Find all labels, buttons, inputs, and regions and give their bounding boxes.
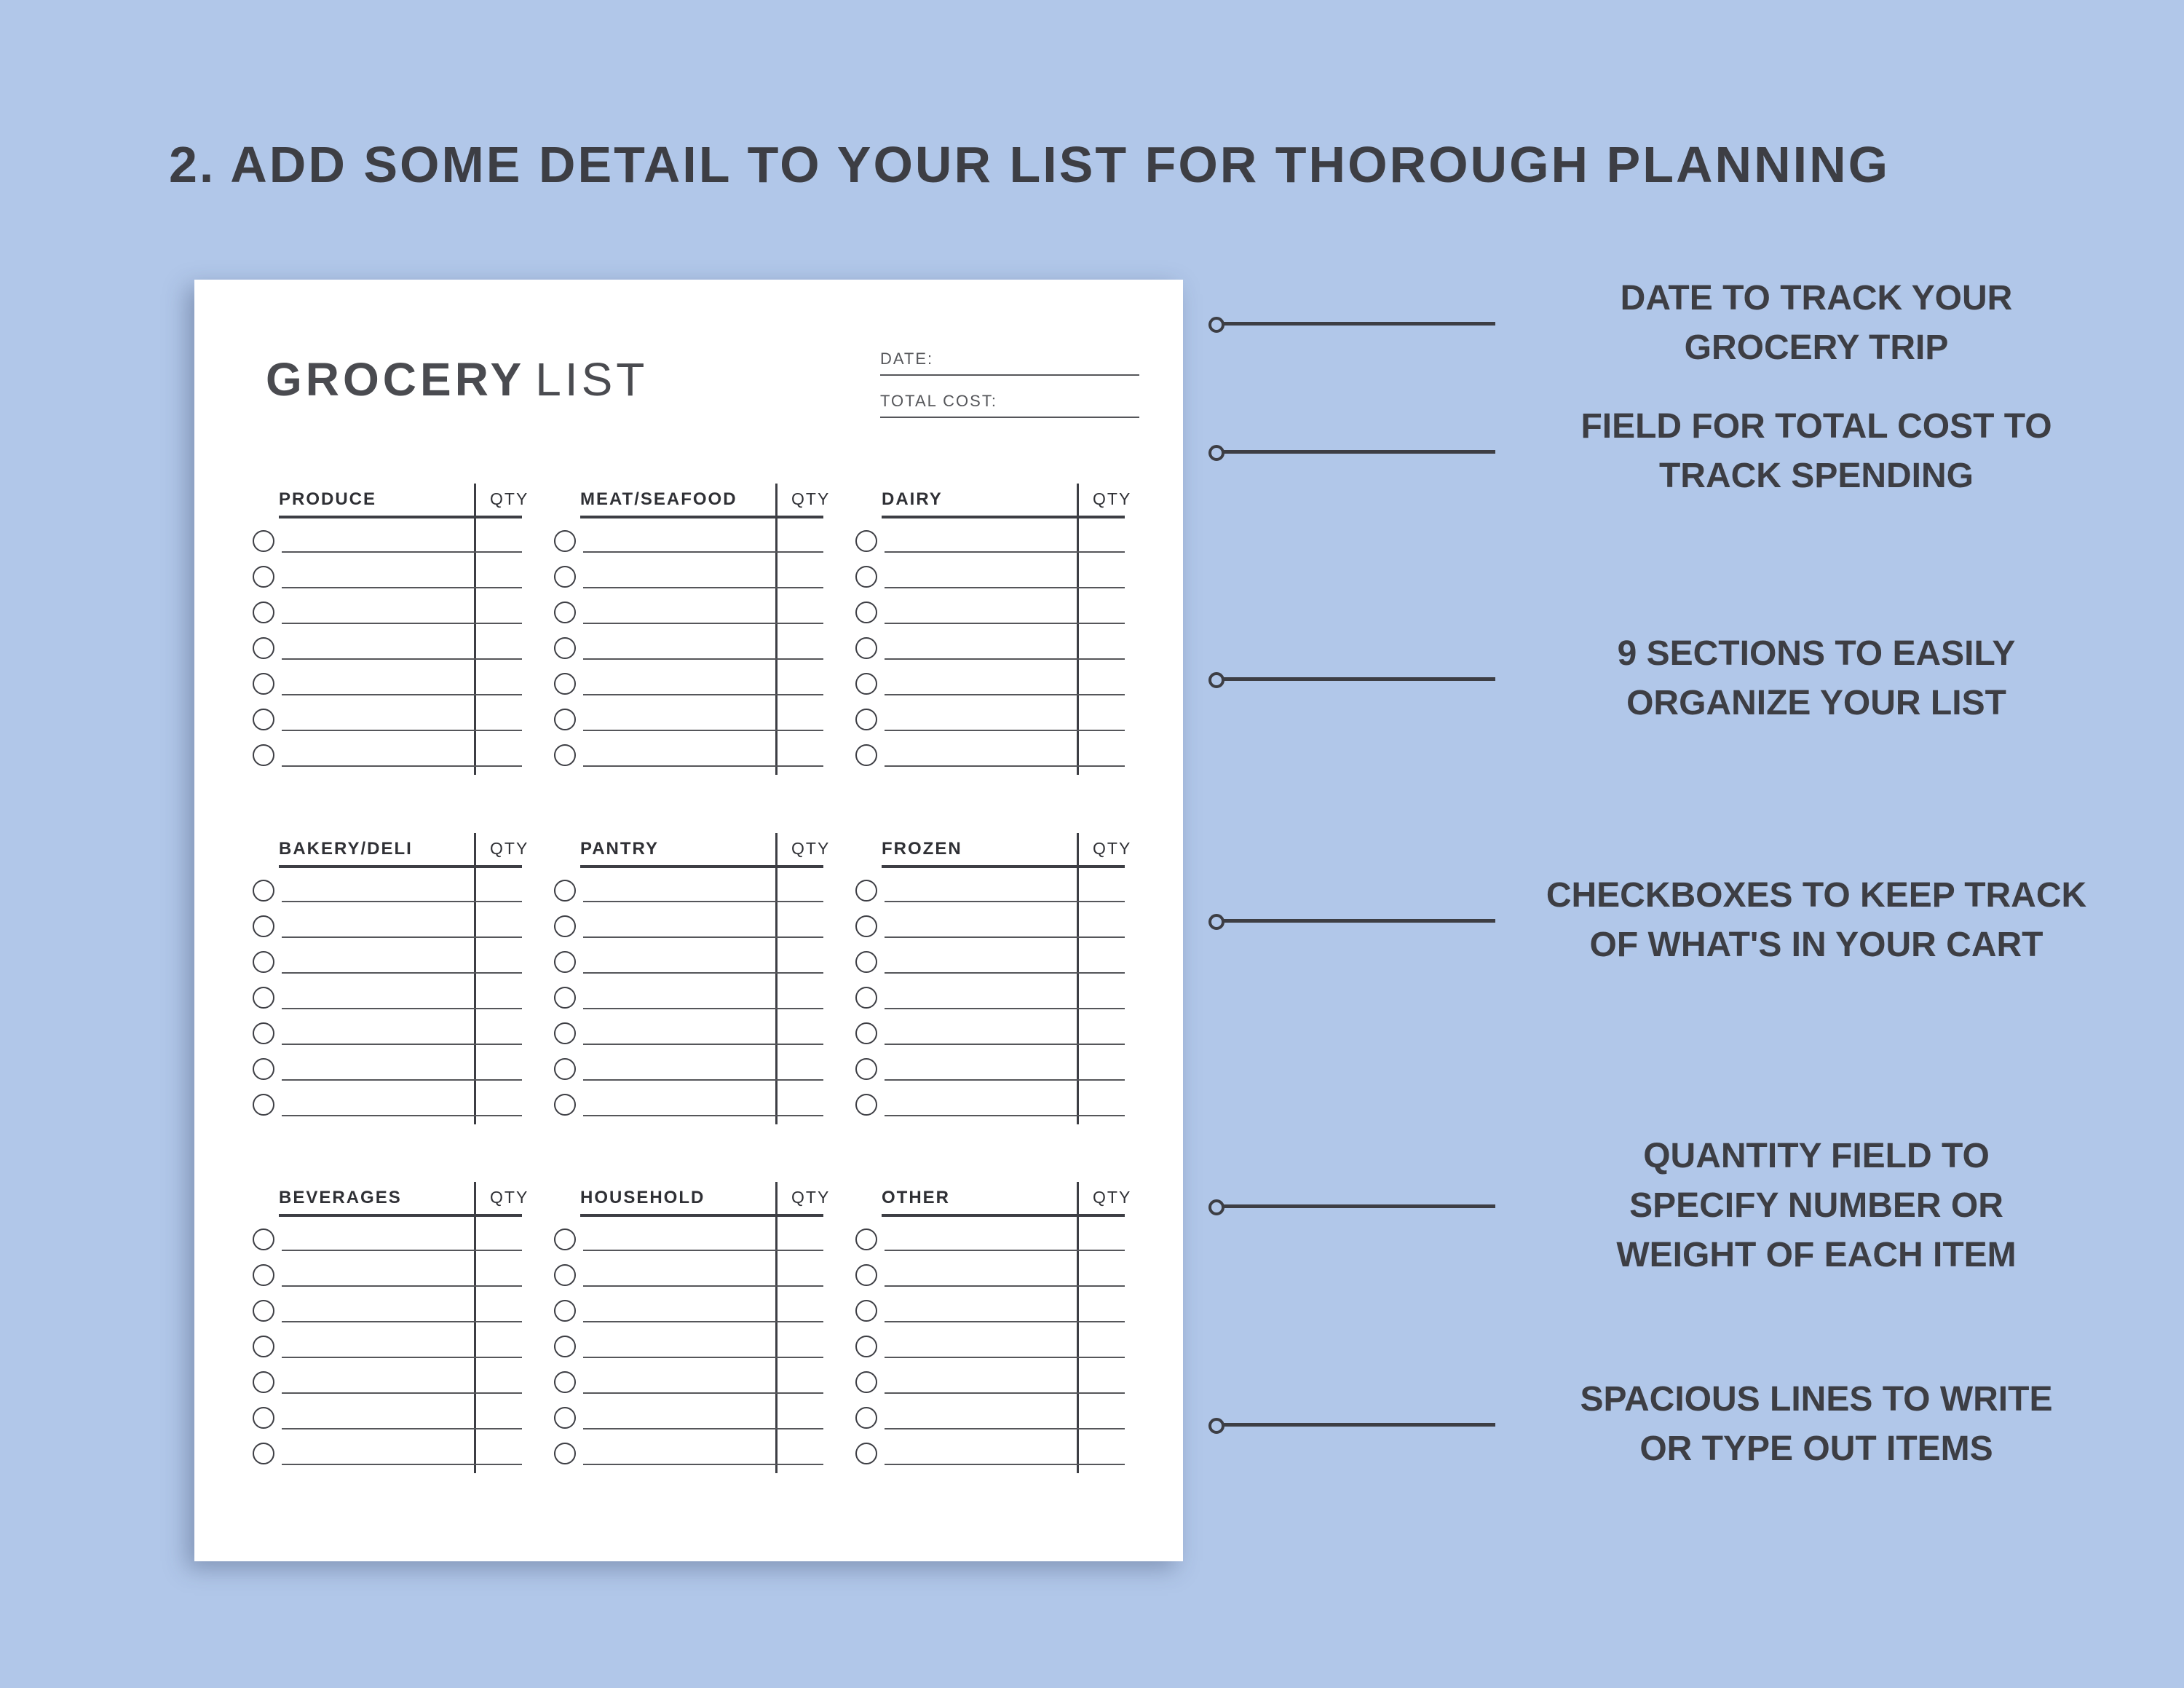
checkbox-circle[interactable]	[554, 530, 576, 552]
checkbox-circle[interactable]	[554, 880, 576, 902]
checkbox-circle[interactable]	[855, 1058, 877, 1080]
section-header	[279, 826, 529, 868]
item-line[interactable]	[885, 765, 1125, 767]
list-item	[554, 559, 823, 594]
checkbox-circle[interactable]	[253, 1228, 274, 1250]
callout-connector	[1223, 322, 1495, 326]
list-item	[554, 979, 823, 1015]
checkbox-circle[interactable]	[855, 987, 877, 1009]
item-line[interactable]	[885, 1044, 1125, 1045]
callout-text: CHECKBOXES TO KEEP TRACK OF WHAT'S IN YOUR CART	[1546, 876, 2087, 964]
item-line[interactable]	[282, 1250, 522, 1251]
item-line[interactable]	[282, 730, 522, 731]
section-title: PANTRY	[580, 839, 659, 859]
list-item	[554, 1221, 823, 1257]
callout-connector	[1223, 450, 1495, 454]
checkbox-circle[interactable]	[253, 1094, 274, 1116]
section-title: HOUSEHOLD	[580, 1188, 705, 1207]
item-line[interactable]	[885, 1464, 1125, 1465]
item-line[interactable]	[583, 1285, 823, 1287]
checkbox-circle[interactable]	[554, 1094, 576, 1116]
section-header	[580, 476, 831, 518]
callout-connector	[1223, 677, 1495, 681]
checkbox-circle[interactable]	[253, 987, 274, 1009]
checkbox-circle[interactable]	[855, 1336, 877, 1357]
item-line[interactable]	[282, 1357, 522, 1358]
item-line[interactable]	[885, 936, 1125, 938]
list-item	[554, 1015, 823, 1051]
checkbox-circle[interactable]	[253, 1371, 274, 1393]
list-item	[253, 908, 522, 944]
list-item	[554, 1364, 823, 1400]
item-line[interactable]	[885, 901, 1125, 902]
callout-dot	[1208, 445, 1224, 461]
checkbox-circle[interactable]	[253, 1407, 274, 1429]
list-item	[855, 1221, 1125, 1257]
callout-text: QUANTITY FIELD TO SPECIFY NUMBER OR WEIGHT OF EACH ITEM	[1616, 1137, 2017, 1274]
item-line[interactable]	[583, 658, 823, 660]
section-title: BAKERY/DELI	[279, 839, 413, 859]
list-item	[855, 979, 1125, 1015]
checkbox-circle[interactable]	[253, 637, 274, 659]
item-line[interactable]	[583, 1464, 823, 1465]
item-line[interactable]	[885, 658, 1125, 660]
sheet-title-light: LIST	[535, 353, 649, 406]
callout-connector	[1223, 919, 1495, 923]
checkbox-circle[interactable]	[554, 602, 576, 623]
qty-header: QTY	[490, 1188, 529, 1207]
list-item	[855, 523, 1125, 559]
list-item	[253, 979, 522, 1015]
item-line[interactable]	[282, 972, 522, 974]
list-item	[855, 594, 1125, 630]
item-line[interactable]	[282, 901, 522, 902]
list-item	[253, 701, 522, 737]
section-title: FROZEN	[882, 839, 962, 859]
list-item	[554, 737, 823, 773]
grocery-list-sheet	[194, 280, 1183, 1561]
callout	[1208, 402, 2148, 511]
list-item	[253, 1293, 522, 1328]
section-pantry	[554, 826, 831, 1132]
checkbox-circle[interactable]	[554, 709, 576, 730]
item-line[interactable]	[583, 1250, 823, 1251]
checkbox-circle[interactable]	[855, 673, 877, 695]
item-line[interactable]	[885, 551, 1125, 553]
list-item	[253, 594, 522, 630]
checkbox-circle[interactable]	[855, 1407, 877, 1429]
item-line[interactable]	[583, 1044, 823, 1045]
item-line[interactable]	[282, 587, 522, 588]
checkbox-circle[interactable]	[554, 1443, 576, 1464]
checkbox-circle[interactable]	[253, 602, 274, 623]
section-beverages	[253, 1175, 529, 1480]
checkbox-circle[interactable]	[855, 951, 877, 973]
checkbox-circle[interactable]	[253, 951, 274, 973]
callout-dot	[1208, 1199, 1224, 1215]
checkbox-circle[interactable]	[554, 744, 576, 766]
qty-header: QTY	[1093, 489, 1132, 508]
list-item	[855, 908, 1125, 944]
list-item	[855, 737, 1125, 773]
item-line[interactable]	[583, 936, 823, 938]
callout-connector	[1223, 1423, 1495, 1427]
callout-dot	[1208, 914, 1224, 930]
checkbox-circle[interactable]	[253, 880, 274, 902]
callout-text: SPACIOUS LINES TO WRITE OR TYPE OUT ITEMS	[1580, 1380, 2053, 1468]
callout-text: DATE TO TRACK YOUR GROCERY TRIP	[1620, 279, 2013, 367]
item-line[interactable]	[282, 1079, 522, 1081]
checkbox-circle[interactable]	[253, 1300, 274, 1322]
item-line[interactable]	[583, 730, 823, 731]
list-item	[855, 666, 1125, 701]
item-line[interactable]	[583, 623, 823, 624]
item-line[interactable]	[583, 1357, 823, 1358]
list-item	[554, 701, 823, 737]
section-header	[882, 476, 1132, 518]
checkbox-circle[interactable]	[554, 987, 576, 1009]
list-item	[554, 1051, 823, 1086]
list-item	[253, 1051, 522, 1086]
item-line[interactable]	[885, 730, 1125, 731]
section-frozen	[855, 826, 1132, 1132]
checkbox-circle[interactable]	[554, 673, 576, 695]
checkbox-circle[interactable]	[855, 1443, 877, 1464]
section-title: BEVERAGES	[279, 1188, 402, 1207]
list-item	[253, 1328, 522, 1364]
item-line[interactable]	[282, 1008, 522, 1009]
list-item	[855, 1364, 1125, 1400]
callout-text: FIELD FOR TOTAL COST TO TRACK SPENDING	[1580, 407, 2052, 495]
list-item	[253, 944, 522, 979]
checkbox-circle[interactable]	[554, 1336, 576, 1357]
list-item	[855, 1051, 1125, 1086]
item-line[interactable]	[282, 765, 522, 767]
section-header	[279, 1175, 529, 1217]
list-item	[253, 1400, 522, 1435]
list-item	[855, 630, 1125, 666]
item-line[interactable]	[583, 1428, 823, 1429]
item-line[interactable]	[885, 623, 1125, 624]
qty-header: QTY	[1093, 839, 1132, 858]
checkbox-circle[interactable]	[855, 1094, 877, 1116]
checkbox-circle[interactable]	[253, 673, 274, 695]
checkbox-circle[interactable]	[554, 951, 576, 973]
qty-header: QTY	[791, 1188, 831, 1207]
list-item	[554, 944, 823, 979]
list-item	[855, 559, 1125, 594]
checkbox-circle[interactable]	[253, 1336, 274, 1357]
item-line[interactable]	[282, 1044, 522, 1045]
checkbox-circle[interactable]	[855, 1228, 877, 1250]
sheet-title-bold: GROCERY	[266, 353, 526, 406]
list-item	[554, 1257, 823, 1293]
item-line[interactable]	[282, 658, 522, 660]
checkbox-circle[interactable]	[253, 566, 274, 588]
list-item	[855, 1086, 1125, 1122]
item-line[interactable]	[282, 1428, 522, 1429]
qty-header: QTY	[791, 839, 831, 858]
list-item	[554, 523, 823, 559]
callout	[1208, 629, 2148, 738]
section-meat-seafood	[554, 476, 831, 782]
date-field[interactable]: DATE:	[880, 350, 1139, 376]
qty-header: QTY	[1093, 1188, 1132, 1207]
list-item	[253, 559, 522, 594]
list-item	[554, 666, 823, 701]
item-line[interactable]	[885, 1428, 1125, 1429]
item-line[interactable]	[282, 936, 522, 938]
item-line[interactable]	[885, 1285, 1125, 1287]
list-item	[855, 872, 1125, 908]
list-item	[554, 1435, 823, 1471]
section-header	[580, 1175, 831, 1217]
callout	[1208, 1375, 2148, 1484]
list-item	[253, 737, 522, 773]
list-item	[554, 1293, 823, 1328]
section-header	[882, 826, 1132, 868]
list-item	[253, 872, 522, 908]
checkbox-circle[interactable]	[855, 1300, 877, 1322]
checkbox-circle[interactable]	[253, 709, 274, 730]
checkbox-circle[interactable]	[253, 1058, 274, 1080]
checkbox-circle[interactable]	[855, 1371, 877, 1393]
checkbox-circle[interactable]	[253, 744, 274, 766]
item-line[interactable]	[885, 1008, 1125, 1009]
list-item	[253, 666, 522, 701]
list-item	[554, 1328, 823, 1364]
qty-header: QTY	[791, 489, 831, 508]
item-line[interactable]	[583, 1079, 823, 1081]
section-other	[855, 1175, 1132, 1480]
list-item	[855, 1293, 1125, 1328]
checkbox-circle[interactable]	[554, 1058, 576, 1080]
checkbox-circle[interactable]	[855, 602, 877, 623]
checkbox-circle[interactable]	[554, 1407, 576, 1429]
list-item	[253, 1086, 522, 1122]
item-line[interactable]	[583, 694, 823, 695]
checkbox-circle[interactable]	[554, 915, 576, 937]
section-header	[882, 1175, 1132, 1217]
item-line[interactable]	[885, 1392, 1125, 1394]
item-line[interactable]	[282, 1285, 522, 1287]
item-line[interactable]	[583, 1115, 823, 1116]
section-dairy	[855, 476, 1132, 782]
list-item	[253, 523, 522, 559]
list-item	[554, 1086, 823, 1122]
list-item	[554, 594, 823, 630]
section-household	[554, 1175, 831, 1480]
list-item	[855, 944, 1125, 979]
list-item	[253, 630, 522, 666]
item-line[interactable]	[282, 551, 522, 553]
item-line[interactable]	[282, 1464, 522, 1465]
checkbox-circle[interactable]	[855, 880, 877, 902]
list-item	[855, 1328, 1125, 1364]
item-line[interactable]	[583, 765, 823, 767]
list-item	[855, 1257, 1125, 1293]
item-line[interactable]	[282, 1321, 522, 1322]
item-line[interactable]	[885, 1115, 1125, 1116]
item-line[interactable]	[885, 972, 1125, 974]
checkbox-circle[interactable]	[855, 1264, 877, 1286]
headline: 2. ADD SOME DETAIL TO YOUR LIST FOR THOROUGH PLANNING	[169, 136, 1891, 193]
checkbox-circle[interactable]	[855, 709, 877, 730]
list-item	[855, 1015, 1125, 1051]
list-item	[253, 1435, 522, 1471]
checkbox-circle[interactable]	[855, 530, 877, 552]
item-line[interactable]	[583, 587, 823, 588]
checkbox-circle[interactable]	[554, 566, 576, 588]
item-line[interactable]	[282, 1115, 522, 1116]
callout-connector	[1223, 1204, 1495, 1208]
item-line[interactable]	[583, 1392, 823, 1394]
item-line[interactable]	[885, 587, 1125, 588]
item-line[interactable]	[282, 1392, 522, 1394]
list-item	[253, 1221, 522, 1257]
item-line[interactable]	[282, 694, 522, 695]
checkbox-circle[interactable]	[253, 1264, 274, 1286]
list-item	[253, 1364, 522, 1400]
total-cost-field[interactable]: TOTAL COST:	[880, 392, 1139, 418]
qty-header: QTY	[490, 489, 529, 508]
item-line[interactable]	[583, 1008, 823, 1009]
checkbox-circle[interactable]	[855, 637, 877, 659]
callout	[1208, 274, 2148, 383]
list-item	[855, 1435, 1125, 1471]
item-line[interactable]	[583, 1321, 823, 1322]
item-line[interactable]	[583, 551, 823, 553]
callout-dot	[1208, 317, 1224, 333]
list-item	[855, 701, 1125, 737]
checkbox-circle[interactable]	[554, 1228, 576, 1250]
checkbox-circle[interactable]	[253, 915, 274, 937]
item-line[interactable]	[885, 1321, 1125, 1322]
qty-header: QTY	[490, 839, 529, 858]
item-line[interactable]	[885, 694, 1125, 695]
section-header	[279, 476, 529, 518]
checkbox-circle[interactable]	[554, 1264, 576, 1286]
checkbox-circle[interactable]	[554, 1371, 576, 1393]
section-header	[580, 826, 831, 868]
list-item	[554, 872, 823, 908]
list-item	[554, 630, 823, 666]
item-line[interactable]	[282, 623, 522, 624]
callout-dot	[1208, 1418, 1224, 1434]
checkbox-circle[interactable]	[554, 1300, 576, 1322]
checkbox-circle[interactable]	[253, 530, 274, 552]
callout	[1208, 871, 2148, 980]
section-title: MEAT/SEAFOOD	[580, 489, 737, 509]
checkbox-circle[interactable]	[855, 915, 877, 937]
callout-text: 9 SECTIONS TO EASILY ORGANIZE YOUR LIST	[1617, 634, 2016, 722]
section-bakery-deli	[253, 826, 529, 1132]
checkbox-circle[interactable]	[855, 744, 877, 766]
checkbox-circle[interactable]	[855, 566, 877, 588]
callout-dot	[1208, 672, 1224, 688]
list-item	[253, 1015, 522, 1051]
item-line[interactable]	[885, 1357, 1125, 1358]
list-item	[253, 1257, 522, 1293]
item-line[interactable]	[885, 1079, 1125, 1081]
section-title: PRODUCE	[279, 489, 377, 509]
list-item	[855, 1400, 1125, 1435]
checkbox-circle[interactable]	[253, 1022, 274, 1044]
list-item	[554, 908, 823, 944]
section-title: DAIRY	[882, 489, 943, 509]
section-produce	[253, 476, 529, 782]
list-item	[554, 1400, 823, 1435]
checkbox-circle[interactable]	[554, 1022, 576, 1044]
checkbox-circle[interactable]	[855, 1022, 877, 1044]
item-line[interactable]	[583, 972, 823, 974]
item-line[interactable]	[885, 1250, 1125, 1251]
section-title: OTHER	[882, 1188, 950, 1207]
item-line[interactable]	[583, 901, 823, 902]
checkbox-circle[interactable]	[253, 1443, 274, 1464]
callout	[1208, 1126, 2148, 1274]
sheet-title	[266, 352, 648, 406]
checkbox-circle[interactable]	[554, 637, 576, 659]
